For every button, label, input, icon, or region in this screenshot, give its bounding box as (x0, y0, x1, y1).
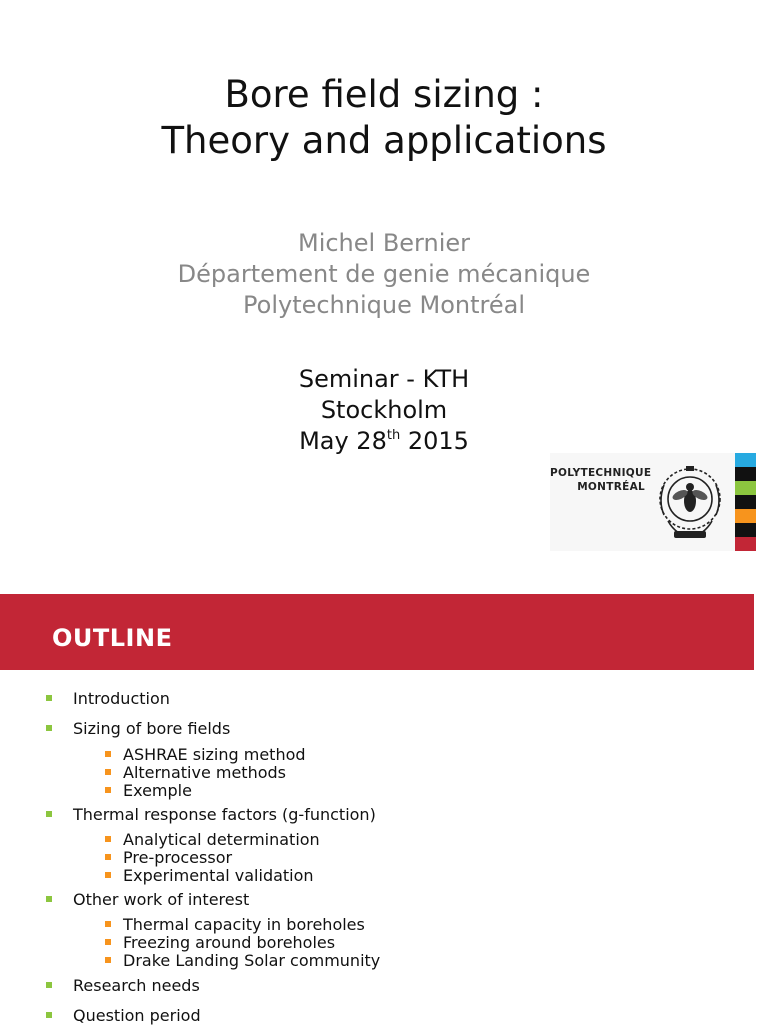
title-line-1: Bore field sizing : (224, 73, 544, 116)
outline-slide (0, 594, 768, 1024)
square-bullet-icon (105, 854, 111, 860)
square-bullet-icon (46, 982, 52, 988)
polytechnique-logo (550, 453, 756, 551)
square-bullet-icon (46, 811, 52, 817)
square-bullet-icon (105, 787, 111, 793)
outline-item-text: Experimental validation (123, 866, 314, 885)
logo-color-bars (735, 453, 756, 551)
logo-color-bar (735, 495, 756, 509)
outline-item-text: Introduction (73, 689, 170, 708)
outline-item-text: Other work of interest (73, 890, 250, 909)
logo-color-bar (735, 453, 756, 467)
outline-item-text: Pre-processor (123, 848, 233, 867)
author-department: Département de genie mécanique (177, 260, 591, 288)
outline-item-text: Freezing around boreholes (123, 933, 336, 952)
square-bullet-icon (105, 939, 111, 945)
author-block (0, 228, 768, 321)
date-prefix: May 28 (299, 427, 387, 455)
logo-color-bar (735, 481, 756, 495)
outline-item-text: Sizing of bore fields (73, 719, 231, 738)
date-year: 2015 (400, 427, 469, 455)
logo-color-bar (735, 509, 756, 523)
logo-color-bar (735, 467, 756, 481)
title-line-2: Theory and applications (161, 119, 607, 162)
outline-item-text: Thermal response factors (g-function) (73, 805, 376, 824)
square-bullet-icon (46, 695, 52, 701)
outline-item-text: Alternative methods (123, 763, 286, 782)
outline-item-text: Drake Landing Solar community (123, 951, 381, 970)
square-bullet-icon (46, 896, 52, 902)
logo-wordmark: POLYTECHNIQUE MONTRÉAL (550, 467, 652, 493)
outline-item-text: Analytical determination (123, 830, 320, 849)
engineering-seal-icon (650, 461, 730, 545)
outline-item-text: Thermal capacity in boreholes (123, 915, 365, 934)
logo-color-bar (735, 537, 756, 551)
square-bullet-icon (105, 921, 111, 927)
outline-item-text: ASHRAE sizing method (123, 745, 306, 764)
date-ordinal: th (386, 428, 401, 443)
author-name: Michel Bernier (297, 229, 471, 257)
outline-item-text: Question period (73, 1006, 201, 1025)
square-bullet-icon (46, 725, 52, 731)
venue-block (0, 364, 768, 457)
square-bullet-icon (105, 751, 111, 757)
slide-title (0, 72, 768, 164)
outline-item-text: Research needs (73, 976, 200, 995)
outline-item-text: Exemple (123, 781, 192, 800)
outline-banner (0, 594, 754, 670)
square-bullet-icon (105, 872, 111, 878)
venue-line-2: Stockholm (320, 396, 448, 424)
square-bullet-icon (105, 769, 111, 775)
logo-color-bar (735, 523, 756, 537)
venue-line-1: Seminar - KTH (298, 365, 470, 393)
square-bullet-icon (105, 836, 111, 842)
outline-heading: OUTLINE (52, 624, 173, 652)
author-institution: Polytechnique Montréal (243, 291, 525, 319)
square-bullet-icon (105, 957, 111, 963)
square-bullet-icon (46, 1012, 52, 1018)
